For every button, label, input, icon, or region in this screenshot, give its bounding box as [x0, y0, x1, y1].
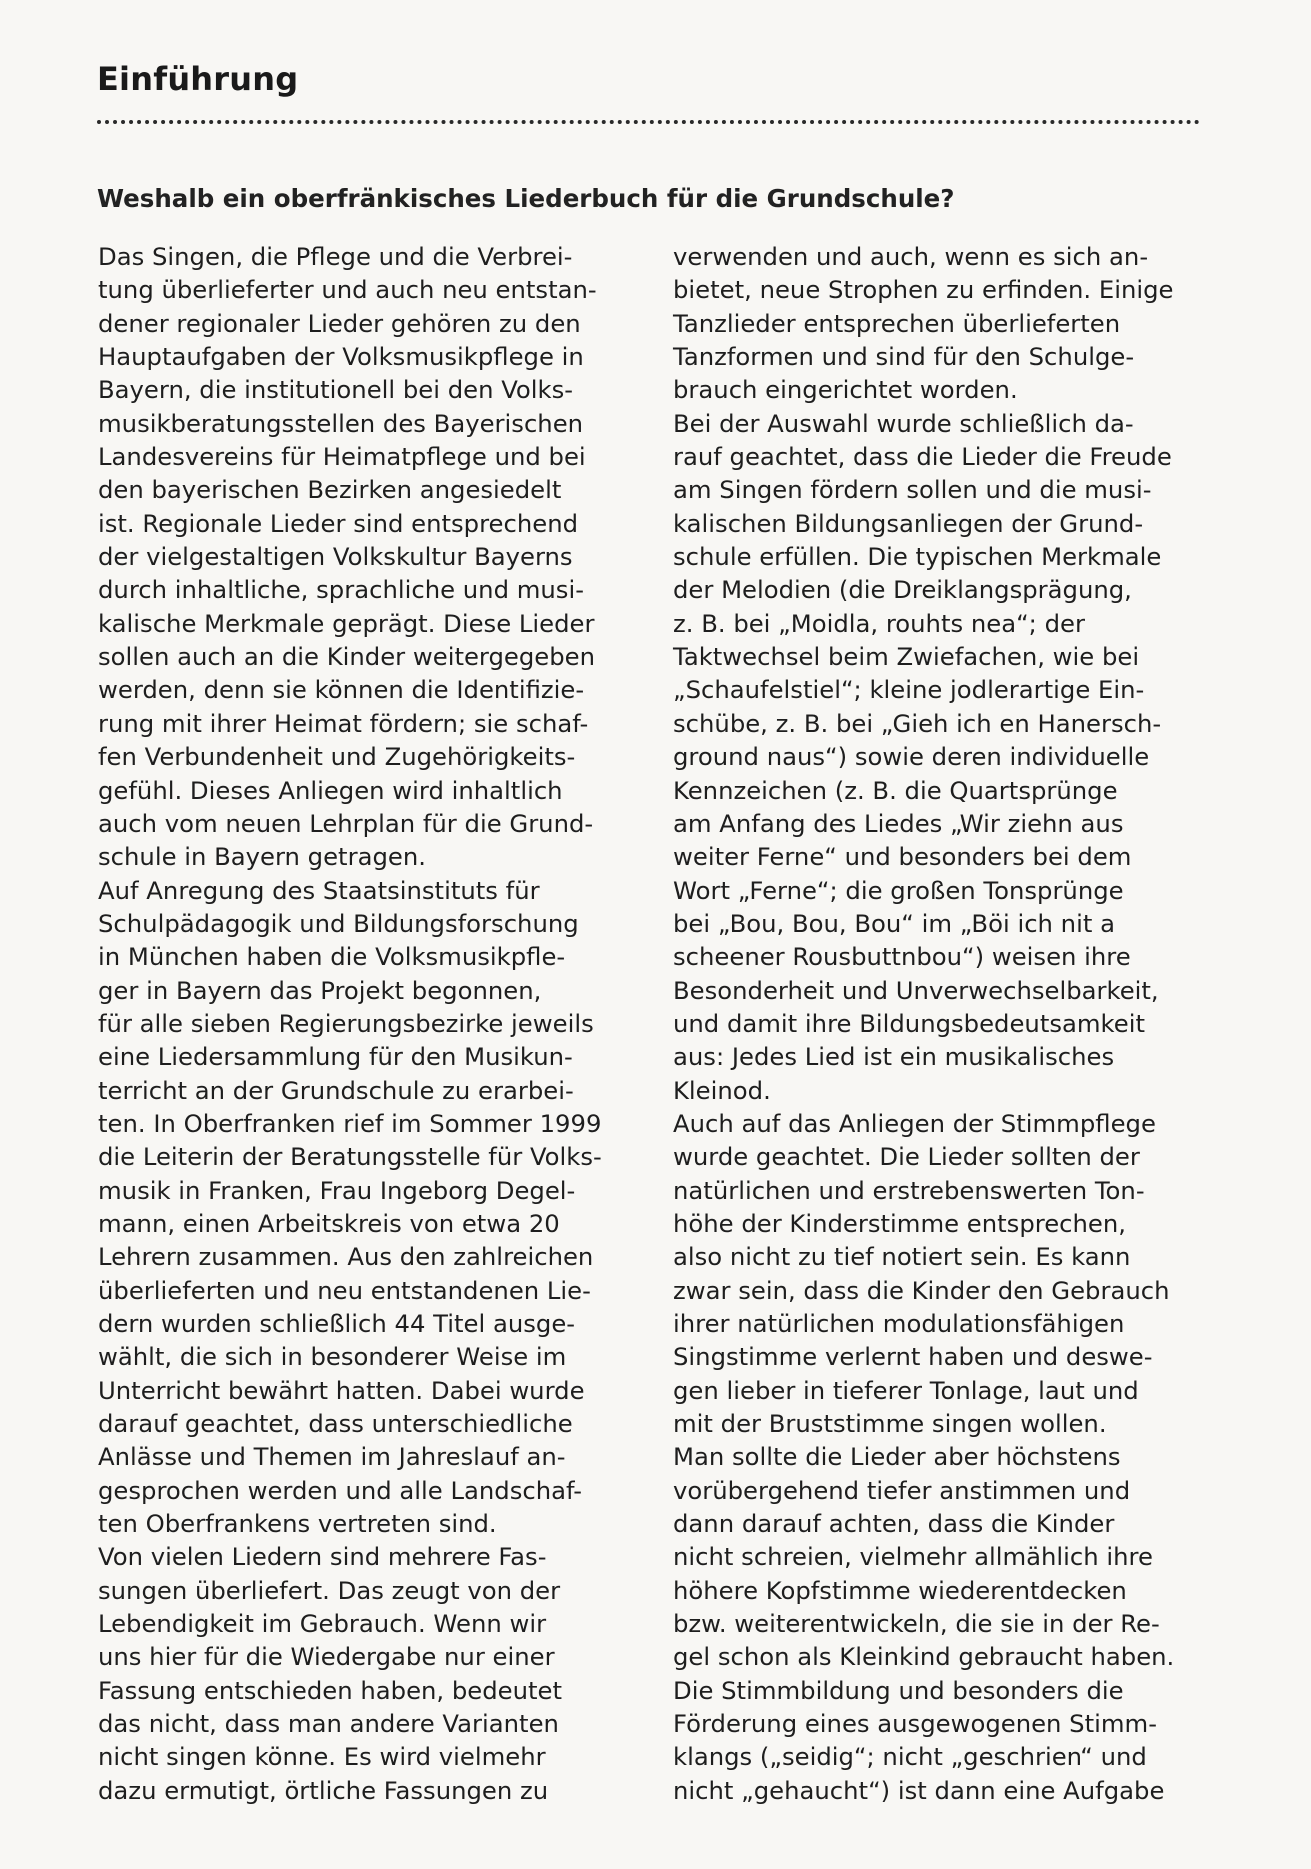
text-line: Lebendigkeit im Gebrauch. Wenn wir: [98, 1609, 547, 1639]
text-line: dern wurden schließlich 44 Titel ausge-: [98, 1309, 576, 1338]
text-line: kalische Merkmale geprägt. Diese Lieder: [98, 608, 595, 638]
text-line: darauf geachtet, dass unterschiedliche: [98, 1409, 573, 1439]
text-line: werden, denn sie können die Identifizie-: [98, 675, 585, 705]
text-line: musikberatungsstellen des Bayerischen: [98, 408, 584, 438]
text-line: terricht an der Grundschule zu erarbei-: [98, 1075, 574, 1105]
text-line: Das Singen, die Pflege und die Verbrei-: [98, 242, 573, 271]
text-line: brauch eingerichtet worden.: [673, 375, 1018, 405]
text-line: klangs („seidig“; nicht „geschrien“ und: [673, 1742, 1147, 1772]
text-line: sungen überliefert. Das zeugt von der: [98, 1575, 561, 1605]
text-line: ihrer natürlichen modulationsfähigen: [673, 1309, 1125, 1338]
text-line: Förderung eines ausgewogenen Stimm-: [673, 1709, 1157, 1739]
text-line: bzw. weiterentwickeln, die sie in der Re-: [673, 1609, 1160, 1639]
text-line: ground naus“) sowie deren individuelle: [673, 742, 1150, 772]
text-line: also nicht zu tief notiert sein. Es kann: [673, 1242, 1131, 1272]
text-line: weiter Ferne“ und besonders bei dem: [673, 842, 1132, 872]
text-line: bietet, neue Strophen zu erfinden. Einige: [673, 275, 1174, 305]
text-line: rauf geachtet, dass die Lieder die Freude: [673, 442, 1172, 472]
text-line: Landesvereins für Heimatpflege und bei: [98, 442, 586, 472]
text-line: bei „Bou, Bou, Bou“ im „Böi ich nit a: [673, 908, 1115, 938]
section-question: Weshalb ein oberfränkisches Liederbuch für die Grundschule?: [97, 184, 955, 213]
text-line: aus: Jedes Lied ist ein musikalisches: [673, 1042, 1115, 1072]
text-line: fen Verbundenheit und Zugehörigkeits-: [98, 742, 576, 772]
text-line: Wort „Ferne“; die großen Tonsprünge: [673, 875, 1124, 905]
text-line: Bei der Auswahl wurde schließlich da-: [673, 408, 1134, 438]
text-line: das nicht, dass man andere Varianten: [98, 1709, 559, 1739]
text-line: vorübergehend tiefer anstimmen und: [673, 1475, 1131, 1505]
text-line: Kennzeichen (z. B. die Quartsprünge: [673, 775, 1118, 805]
text-line: rung mit ihrer Heimat fördern; sie schaf-: [98, 708, 589, 738]
text-line: kalischen Bildungsanliegen der Grund-: [673, 508, 1144, 538]
text-line: musik in Franken, Frau Ingeborg Degel-: [98, 1175, 576, 1205]
text-line: den bayerischen Bezirken angesiedelt: [98, 475, 562, 505]
text-line: Kleinod.: [673, 1075, 771, 1105]
text-line: Auf Anregung des Staatsinstituts für: [98, 875, 540, 905]
text-line: ten Oberfrankens vertreten sind.: [98, 1509, 497, 1539]
text-line: am Singen fördern sollen und die musi-: [673, 475, 1152, 505]
text-line: die Leiterin der Beratungsstelle für Volks-: [98, 1142, 602, 1172]
text-line: der vielgestaltigen Volkskultur Bayerns: [98, 542, 573, 572]
right-text-column: [673, 240, 1213, 1807]
text-line: dener regionaler Lieder gehören zu den: [98, 308, 581, 338]
text-line: höhe der Kinderstimme entsprechen,: [673, 1208, 1126, 1238]
text-line: nicht schreien, vielmehr allmählich ihre: [673, 1542, 1153, 1572]
text-line: für alle sieben Regierungsbezirke jeweils: [98, 1008, 594, 1038]
text-line: Taktwechsel beim Zwiefachen, wie bei: [673, 642, 1140, 672]
text-line: Fassung entschieden haben, bedeutet: [98, 1675, 563, 1705]
text-line: Von vielen Liedern sind mehrere Fas-: [98, 1542, 547, 1572]
text-line: schübe, z. B. bei „Gieh ich en Hanersch-: [673, 708, 1162, 738]
text-line: durch inhaltliche, sprachliche und musi-: [98, 575, 584, 605]
text-line: dazu ermutigt, örtliche Fassungen zu: [98, 1775, 549, 1805]
text-line: Besonderheit und Unverwechselbarkeit,: [673, 975, 1159, 1005]
text-line: gel schon als Kleinkind gebraucht haben.: [673, 1642, 1175, 1672]
text-line: Tanzlieder entsprechen überlieferten: [673, 308, 1121, 338]
text-line: natürlichen und erstrebenswerten Ton-: [673, 1175, 1145, 1205]
page-heading: Einführung: [97, 60, 299, 98]
text-line: Unterricht bewährt hatten. Dabei wurde: [98, 1375, 585, 1405]
text-line: schule erfüllen. Die typischen Merkmale: [673, 542, 1162, 572]
text-line: höhere Kopfstimme wiederentdecken: [673, 1575, 1127, 1605]
text-line: schule in Bayern getragen.: [98, 842, 426, 872]
text-line: ger in Bayern das Projekt begonnen,: [98, 975, 542, 1005]
text-line: der Melodien (die Dreiklangsprägung,: [673, 575, 1132, 605]
text-line: wurde geachtet. Die Lieder sollten der: [673, 1142, 1140, 1172]
text-line: Singstimme verlernt haben und deswe-: [673, 1342, 1153, 1372]
text-line: gefühl. Dieses Anliegen wird inhaltlich: [98, 775, 563, 805]
text-line: verwenden und auch, wenn es sich an-: [673, 242, 1149, 271]
text-line: überlieferten und neu entstandenen Lie-: [98, 1275, 591, 1305]
text-line: dann darauf achten, dass die Kinder: [673, 1509, 1115, 1539]
dotted-divider: [97, 120, 1200, 124]
left-text-column: [98, 240, 638, 1807]
text-line: gen lieber in tieferer Tonlage, laut und: [673, 1375, 1139, 1405]
text-line: in München haben die Volksmusikpfle-: [98, 942, 566, 972]
text-line: „Schaufelstiel“; kleine jodlerartige Ein-: [673, 675, 1145, 705]
text-line: scheener Rousbuttnbou“) weisen ihre: [673, 942, 1131, 972]
text-line: Anlässe und Themen im Jahreslauf an-: [98, 1442, 566, 1472]
text-line: uns hier für die Wiedergabe nur einer: [98, 1642, 555, 1672]
text-line: Hauptaufgaben der Volksmusikpflege in: [98, 342, 584, 372]
text-line: wählt, die sich in besonderer Weise im: [98, 1342, 567, 1372]
text-line: Tanzformen und sind für den Schulge-: [673, 342, 1135, 372]
text-line: mann, einen Arbeitskreis von etwa 20: [98, 1208, 560, 1238]
text-line: ist. Regionale Lieder sind entsprechend: [98, 508, 579, 538]
text-line: Bayern, die institutionell bei den Volks-: [98, 375, 574, 405]
text-line: nicht „gehaucht“) ist dann eine Aufgabe: [673, 1775, 1165, 1805]
text-line: Schulpädagogik und Bildungsforschung: [98, 908, 579, 938]
text-line: eine Liedersammlung für den Musikun-: [98, 1042, 573, 1072]
text-line: mit der Bruststimme singen wollen.: [673, 1409, 1107, 1439]
text-line: sollen auch an die Kinder weitergegeben: [98, 642, 596, 672]
text-line: zwar sein, dass die Kinder den Gebrauch: [673, 1275, 1170, 1305]
text-line: ten. In Oberfranken rief im Sommer 1999: [98, 1108, 602, 1138]
text-line: auch vom neuen Lehrplan für die Grund-: [98, 808, 594, 838]
text-line: Die Stimmbildung und besonders die: [673, 1675, 1124, 1705]
text-line: gesprochen werden und alle Landschaf-: [98, 1475, 583, 1505]
text-line: nicht singen könne. Es wird vielmehr: [98, 1742, 546, 1772]
text-line: tung überlieferter und auch neu entstan-: [98, 275, 597, 305]
text-line: Man sollte die Lieder aber höchstens: [673, 1442, 1121, 1472]
text-line: Auch auf das Anliegen der Stimmpflege: [673, 1108, 1156, 1138]
text-line: z. B. bei „Moidla, rouhts nea“; der: [673, 608, 1085, 638]
text-line: Lehrern zusammen. Aus den zahlreichen: [98, 1242, 594, 1272]
text-line: am Anfang des Liedes „Wir ziehn aus: [673, 808, 1124, 838]
text-line: und damit ihre Bildungsbedeutsamkeit: [673, 1008, 1145, 1038]
